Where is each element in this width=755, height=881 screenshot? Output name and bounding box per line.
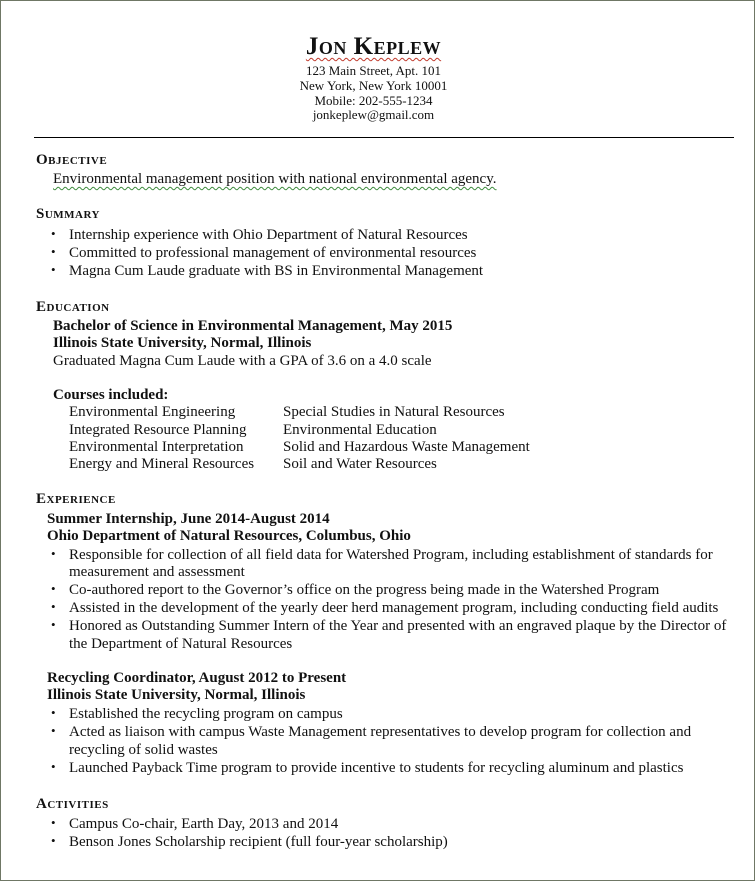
course-item: Integrated Resource Planning: [69, 422, 247, 438]
job-duty: Launched Payback Time program to provide incentive to students for recycling aluminum and plastics: [69, 760, 684, 776]
job-duty: Acted as liaison with campus Waste Management representatives to develop program for collection and: [69, 724, 692, 740]
degree: Bachelor of Science in Environmental Management, May 2015: [53, 318, 453, 334]
bullet-icon: •: [51, 617, 56, 632]
experience-heading: Experience: [36, 491, 116, 507]
course-item: Energy and Mineral Resources: [69, 456, 255, 472]
bullet-icon: •: [51, 581, 56, 596]
bullet-icon: •: [51, 244, 56, 259]
job-title: Recycling Coordinator, August 2012 to Present: [47, 670, 347, 686]
activities-heading: Activities: [36, 796, 109, 812]
address-line-1: 123 Main Street, Apt. 101: [305, 63, 442, 78]
summary-item: Internship experience with Ohio Department of Natural Resources: [69, 227, 468, 243]
job-organization: Illinois State University, Normal, Illinois: [47, 687, 306, 703]
bullet-icon: •: [51, 599, 56, 614]
bullet-icon: •: [51, 759, 56, 774]
bullet-icon: •: [51, 262, 56, 277]
job-duty: Honored as Outstanding Summer Intern of the Year and presented with an engraved plaque by the Director of: [69, 618, 727, 634]
course-item: Environmental Engineering: [69, 404, 236, 420]
objective-text: Environmental management position with national environmental agency.: [53, 171, 497, 187]
objective-heading: Objective: [36, 152, 108, 168]
bullet-icon: •: [51, 226, 56, 241]
job-duty: Established the recycling program on campus: [69, 706, 343, 722]
candidate-name: Jon Keplew: [305, 33, 442, 60]
course-item: Solid and Hazardous Waste Management: [283, 439, 530, 455]
school: Illinois State University, Normal, Illinois: [53, 335, 312, 351]
bullet-icon: •: [51, 546, 56, 561]
activity-item: Benson Jones Scholarship recipient (full four-year scholarship): [69, 834, 448, 850]
bullet-icon: •: [51, 723, 56, 738]
course-item: Environmental Education: [283, 422, 437, 438]
activity-item: Campus Co-chair, Earth Day, 2013 and 2014: [69, 816, 339, 832]
course-item: Environmental Interpretation: [69, 439, 244, 455]
bullet-icon: •: [51, 815, 56, 830]
summary-item: Committed to professional management of environmental resources: [69, 245, 477, 261]
job-duty: Assisted in the development of the yearly deer herd management program, including conducting field audits: [69, 600, 719, 616]
summary-heading: Summary: [36, 206, 100, 222]
course-item: Soil and Water Resources: [283, 456, 437, 472]
email-address: jonkeplew@gmail.com: [312, 107, 435, 122]
address-line-2: New York, New York 10001: [299, 78, 448, 93]
summary-item: Magna Cum Laude graduate with BS in Environmental Management: [69, 263, 484, 279]
job-duty: Responsible for collection of all field data for Watershed Program, including establishment of standards for: [69, 547, 713, 563]
courses-label: Courses included:: [53, 387, 169, 403]
course-item: Special Studies in Natural Resources: [283, 404, 505, 420]
bullet-icon: •: [51, 833, 56, 848]
job-title: Summer Internship, June 2014-August 2014: [47, 511, 330, 527]
gpa-line: Graduated Magna Cum Laude with a GPA of 3.6 on a 4.0 scale: [53, 353, 432, 369]
header-divider: [34, 137, 734, 138]
job-duty-continued: recycling of solid wastes: [69, 742, 218, 758]
job-duty-continued: the Department of Natural Resources: [69, 636, 293, 652]
job-organization: Ohio Department of Natural Resources, Columbus, Ohio: [47, 528, 411, 544]
job-duty: Co-authored report to the Governor’s office on the progress being made in the Watershed Program: [69, 582, 660, 598]
mobile-number: Mobile: 202-555-1234: [314, 93, 433, 108]
education-heading: Education: [36, 299, 110, 315]
bullet-icon: •: [51, 705, 56, 720]
job-duty-continued: measurement and assessment: [69, 564, 245, 580]
